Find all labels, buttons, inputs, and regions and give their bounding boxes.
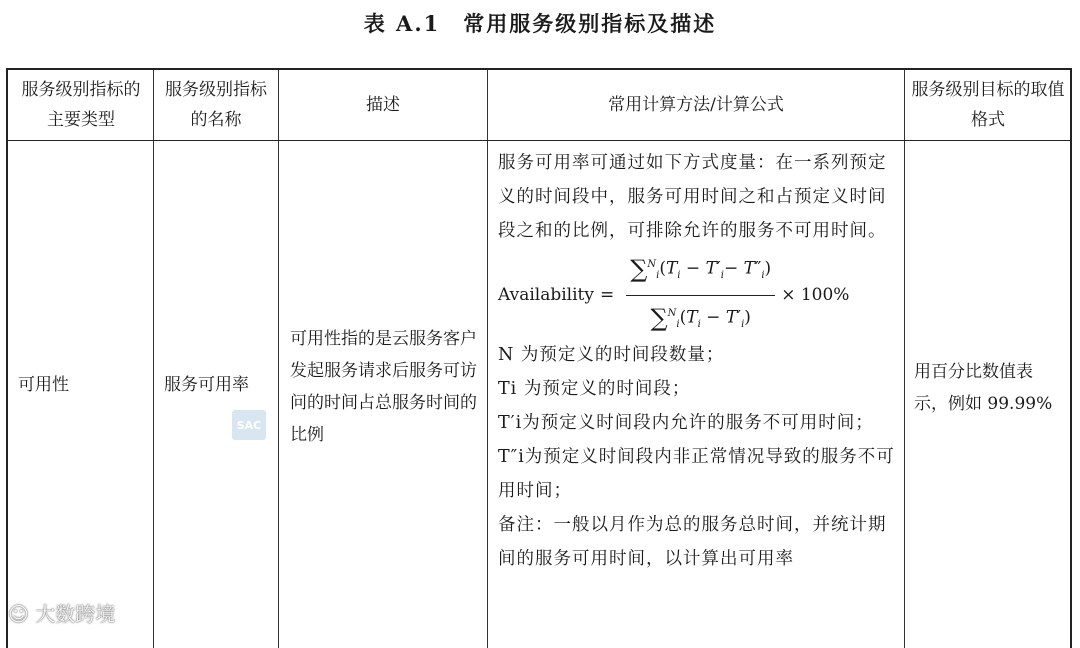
cell-name: 服务可用率 — [164, 375, 249, 395]
availability-formula: Availability = $\frac{\sum^N_i(T_i - T'_i- T''_i)}{\sum^N_i(T_i - T'_i)}$ × 100% — [498, 252, 898, 338]
cell-format: 用百分比数值表示，例如 99.99% — [914, 362, 1053, 414]
method-note: 备注：一般以月作为总的服务总时间，并统计期间的服务可用时间，以计算出可用率 — [498, 515, 887, 569]
column-divider — [153, 70, 154, 648]
def-ti-prime: T′i为预定义时间段内允许的服务不可用时间； — [498, 413, 874, 433]
header-format: 服务级别目标的取值格式 — [911, 80, 1065, 130]
def-ti-double-prime: T″i为预定义时间段内非正常情况导致的服务不可用时间； — [498, 447, 895, 501]
column-divider — [904, 70, 905, 648]
def-ti: Ti 为预定义的时间段； — [498, 379, 691, 399]
column-divider — [278, 70, 279, 648]
service-level-table — [6, 68, 1072, 648]
cell-description: 可用性指的是云服务客户发起服务请求后服务可访问的时间占总服务时间的比例 — [290, 329, 477, 445]
method-intro: 服务可用率可通过如下方式度量：在一系列预定义的时间段中，服务可用时间之和占预定义时间段之和的比例，可排除允许的服务不可用时间。 — [498, 153, 887, 241]
column-divider — [487, 70, 488, 648]
sac-watermark-logo: SAC — [232, 410, 266, 440]
formula-percent: × 100% — [781, 285, 850, 305]
header-name: 服务级别指标的名称 — [165, 80, 267, 130]
brand-text: 大数跨境 — [35, 602, 116, 626]
header-method: 常用计算方法/计算公式 — [608, 95, 784, 115]
formula-label: Availability — [498, 285, 594, 305]
brand-watermark — [8, 598, 115, 627]
table-title: 表 A.1 常用服务级别指标及描述 — [363, 11, 717, 36]
header-type: 服务级别指标的主要类型 — [21, 80, 141, 130]
cell-type: 可用性 — [18, 375, 69, 395]
formula-fraction: $\frac{\sum^N_i(T_i - T'_i- T''_i)}{\sum^N_i(T_i - T'_i)}$ — [626, 250, 775, 339]
brand-icon: ☺ — [8, 602, 29, 626]
cell-method — [498, 146, 898, 576]
header-description: 描述 — [366, 95, 400, 115]
header-divider — [8, 140, 1070, 141]
def-n: N 为预定义的时间段数量； — [498, 345, 725, 365]
